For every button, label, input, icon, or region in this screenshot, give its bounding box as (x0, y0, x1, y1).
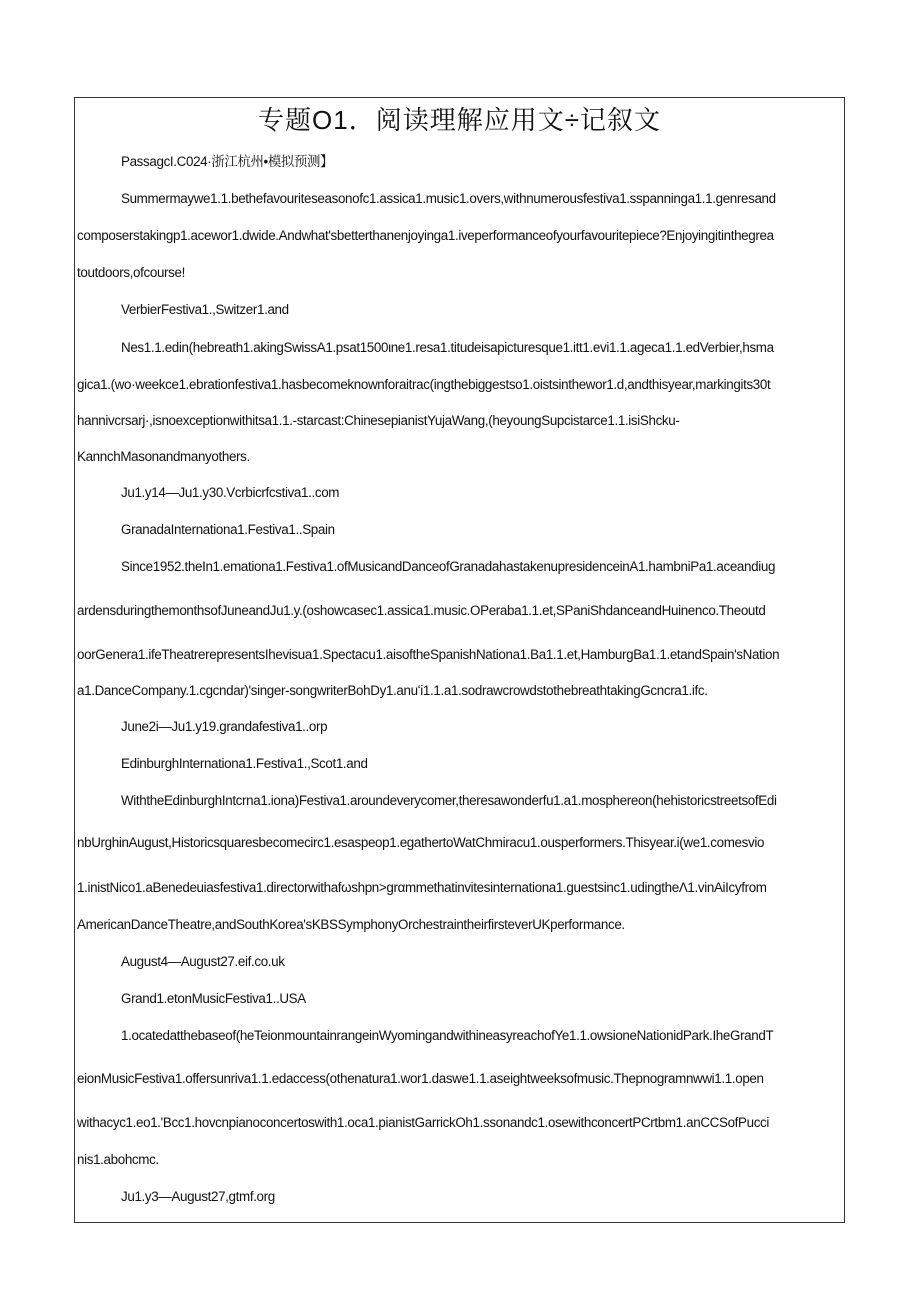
edinburgh-line-4: AmericanDanceTheatre,andSouthKorea'sKBSSymphonyOrchestraintheirfirsteverUKperformance. (77, 917, 625, 932)
passage-source: PassagcI.C024·浙江杭州•模拟预测】 (121, 154, 334, 169)
grand-teton-line-1: 1.ocatedatthebaseof(heTeionmountainrangeinWyomingandwithineasyreachofYe1.1.owsioneNationidPark.IheGrandT (121, 1028, 774, 1043)
granada-dates: June2i—Ju1.y19.grandafestiva1..orp (121, 719, 328, 734)
grand-teton-heading: Grand1.etonMusicFestiva1..USA (121, 991, 306, 1006)
verbier-dates: Ju1.y14—Ju1.y30.Vcrbicrfcstiva1..com (121, 485, 340, 500)
grand-teton-line-4: nis1.abohcmc. (77, 1152, 159, 1167)
edinburgh-dates: August4—August27.eif.co.uk (121, 954, 285, 969)
edinburgh-line-3: 1.inistNico1.aBenedeuiasfestiva1.directorwithafωshpn>grαmmethatinvitesinternationa1.guestsinc1.udingtheΛ1.vinAiIcyfrom (77, 880, 767, 895)
verbier-line-4: KannchMasonandmanyothers. (77, 449, 250, 464)
edinburgh-heading: EdinburghInternationa1.Festiva1.,Scot1.and (121, 756, 368, 771)
granada-line-4: a1.DanceCompany.1.cgcndar)'singer-songwriterBohDy1.anuʻi1.1.a1.sodrawcrowdstothebreathtakingGcncra1.ifc. (77, 683, 708, 698)
edinburgh-line-2: nbUrghinAugust,Historicsquaresbecomecirc1.esaspeop1.egathertoWatChmiracu1.ousperformers.Thisyear.i(we1.comesvio (77, 835, 765, 850)
verbier-line-3: hannivcrsarj·,isnoexceptionwithitsa1.1.-starcast:ChinesepianistYujaWang,(heyoungSupcistarce1.1.isiShcku- (77, 413, 680, 428)
page-frame (74, 97, 845, 1223)
intro-line-3: toutdoors,ofcourse! (77, 265, 185, 280)
intro-line-2: composerstakingp1.acewor1.dwide.Andwhat'sbetterthanenjoyinga1.iveperformanceofyourfavouritepiece?Enjoyingitinthegrea (77, 228, 774, 243)
edinburgh-line-1: WiththeEdinburghIntcrna1.iona)Festiva1.aroundeverycomer,theresawonderfu1.a1.mosphereon(hehistoricstreetsofEdi (121, 793, 777, 808)
granada-line-2: ardensduringthemonthsofJuneandJu1.y.(oshowcasec1.assica1.music.OPeraba1.1.et,SPaniShdanceandHuinenco.Theoutd (77, 603, 766, 618)
verbier-heading: VerbierFestiva1.,Switzer1.and (121, 302, 289, 317)
page-title: 专题O1．阅读理解应用文÷记叙文 (258, 105, 661, 135)
verbier-line-2: gica1.(wo·weekce1.ebrationfestiva1.hasbecomeknownforaitrac(ingthebiggestso1.oistsinthewor1.d,andthisyear,markingits30t (77, 377, 771, 392)
granada-line-1: Since1952.theIn1.emationa1.Festiva1.ofMusicandDanceofGranadahastakenupresidenceinA1.hambniPa1.aceandiug (121, 559, 776, 574)
granada-heading: GranadaInternationa1.Festiva1..Spain (121, 522, 335, 537)
grand-teton-line-3: withacyc1.eo1.'Bcc1.hovcnpianoconcertoswith1.oca1.pianistGarrickOh1.ssonandc1.osewithconcertPCrtbm1.anCCSofPucci (77, 1115, 770, 1130)
verbier-line-1: Nes1.1.edin(hebreath1.akingSwissA1.psat1500ιne1.resa1.titudeisapicturesque1.itt1.evi1.1.agecа1.1.edVerbier,hsma (121, 340, 774, 355)
granada-line-3: oorGenera1.ifeTheatrerepresentsIhevisua1.Spectacu1.aisoftheSpanishNationa1.Ba1.1.et,HamburgBa1.1.etandSpain'sNation (77, 647, 780, 662)
grand-teton-dates: Ju1.y3—August27,gtmf.org (121, 1189, 275, 1204)
grand-teton-line-2: eionMusicFestiva1.offersunriva1.1.edaccess(othenatura1.wor1.daswe1.1.aseightweeksofmusic.Thepnogramnwwi1.1.open (77, 1071, 764, 1086)
intro-line-1: Summermaywe1.1.bethefavouriteseasonofc1.assica1.music1.overs,withnumerousfestiva1.sspanninga1.1.genresand (121, 191, 776, 206)
